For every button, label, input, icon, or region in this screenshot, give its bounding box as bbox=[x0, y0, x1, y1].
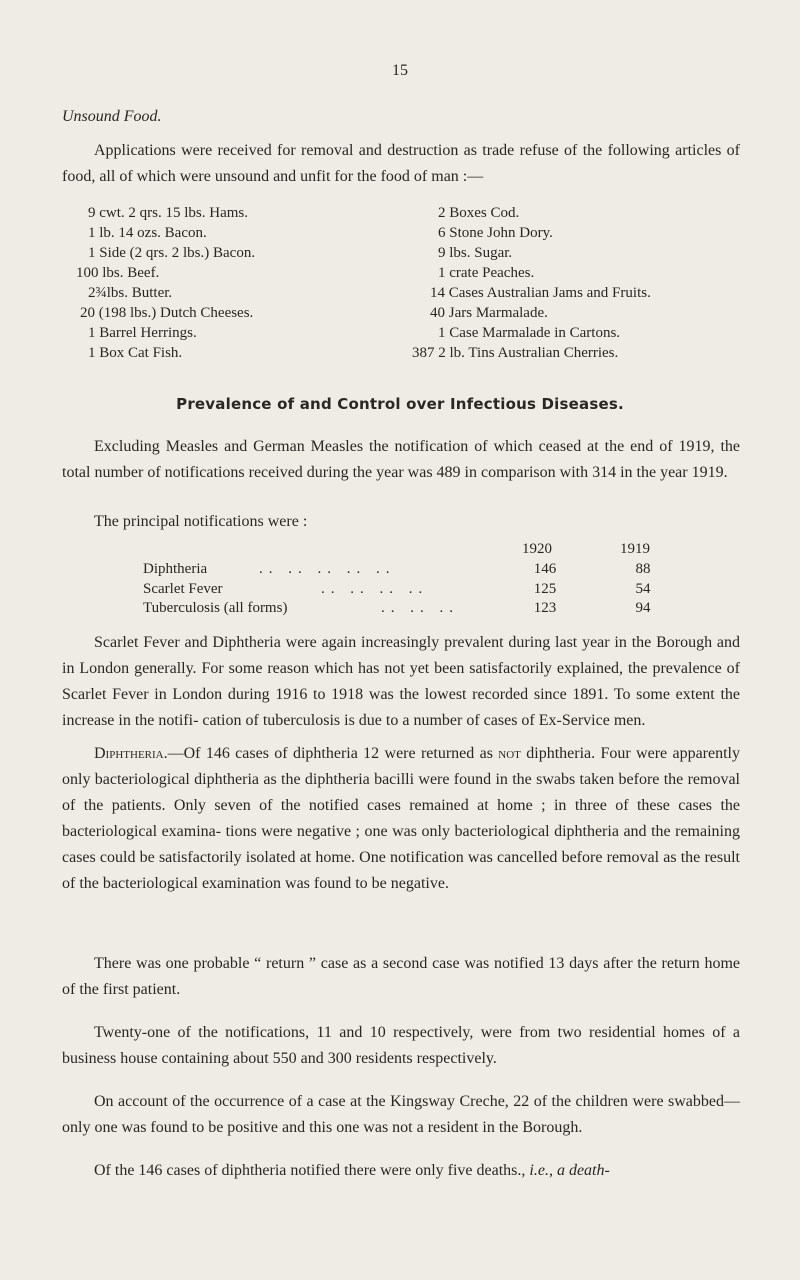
table-intro: The principal notifications were : bbox=[94, 513, 308, 530]
scarlet-fever-paragraph: Scarlet Fever and Diphtheria were again increasingly prevalent during last year in the Borough and in London generally. For some reason which has not yet been satisfactorily explained, the prevalence of Scarlet Fever in London during 1916 to 1918 was the lowest recorded since 1891. To some extent the increase in the notifi- cation of tuberculosis is due to a number of cases of Ex-Service men. bbox=[62, 634, 740, 729]
value-1920: 125 bbox=[533, 581, 557, 597]
return-case-paragraph: There was one probable “ return ” case as a second case was notified 13 days after the return home of the first patient. bbox=[62, 955, 740, 998]
table-row bbox=[143, 581, 703, 601]
food-item: 1 lb. 14 ozs. Bacon. bbox=[88, 225, 207, 241]
diphtheria-text-a: —Of 146 cases of diphtheria 12 were returned as bbox=[167, 745, 499, 762]
row-label: Diphtheria bbox=[143, 561, 208, 577]
value-1919: 94 bbox=[635, 600, 651, 616]
table-row bbox=[143, 561, 703, 581]
deaths-text: Of the 146 cases of diphtheria notified there were only five deaths., bbox=[94, 1162, 530, 1179]
diphtheria-text-b: diphtheria. Four were apparently only bacteriological diphtheria as the diphtheria bacilli were found in the swabs taken before the removal of the patients. Only seven of the notified cases remained at home ; in three of these cases the bacteriological examina- tions were negative ; one was only bacteriological diphtheria and the remaining cases could be satisfactorily isolated at home. One notification was cancelled before removal as the result of the bacteriological examination was found to be negative. bbox=[62, 745, 740, 892]
food-item: 1 Side (2 qrs. 2 lbs.) Bacon. bbox=[88, 245, 256, 261]
food-item: 9 cwt. 2 qrs. 15 lbs. Hams. bbox=[88, 205, 248, 221]
not-emphasis: not bbox=[498, 745, 521, 762]
col-1920: 1920 bbox=[522, 541, 552, 557]
food-item: 40 Jars Marmalade. bbox=[430, 305, 548, 321]
unsound-food-intro: Applications were received for removal and destruction as trade refuse of the following articles of food, all of which were unsound and unfit for the food of man :— bbox=[62, 142, 740, 185]
food-item: 1 crate Peaches. bbox=[438, 265, 535, 281]
food-item: 1 Box Cat Fish. bbox=[88, 345, 183, 361]
page-number: 15 bbox=[392, 62, 408, 79]
row-label: Scarlet Fever bbox=[143, 581, 223, 597]
food-item: 1 Barrel Herrings. bbox=[88, 325, 197, 341]
food-item: 20 (198 lbs.) Dutch Cheeses. bbox=[80, 305, 254, 321]
notifications-paragraph: Excluding Measles and German Measles the notification of which ceased at the end of 1919, the total number of notifications received during the year was 489 in comparison with 314 in the year 1919. bbox=[62, 438, 740, 481]
food-item: 2¾lbs. Butter. bbox=[88, 285, 173, 301]
table-row bbox=[143, 600, 703, 620]
food-item: 2 Boxes Cod. bbox=[438, 205, 520, 221]
col-1919: 1919 bbox=[620, 541, 650, 557]
food-item: 6 Stone John Dory. bbox=[438, 225, 553, 241]
residential-homes-paragraph: Twenty-one of the notifications, 11 and 10 respectively, were from two residential homes of a business house containing about 550 and 300 residents respectively. bbox=[62, 1024, 740, 1067]
row-label: Tuberculosis (all forms) bbox=[143, 600, 288, 616]
food-item: 1 Case Marmalade in Cartons. bbox=[438, 325, 621, 341]
value-1919: 54 bbox=[635, 581, 651, 597]
value-1920: 123 bbox=[533, 600, 557, 616]
value-1919: 88 bbox=[635, 561, 651, 577]
deaths-paragraph bbox=[62, 1158, 740, 1184]
diphtheria-paragraph bbox=[62, 741, 740, 897]
leader-dots: .. .. .. .. .. bbox=[259, 561, 396, 577]
food-item: 387 2 lb. Tins Australian Cherries. bbox=[412, 345, 619, 361]
food-item: 100 lbs. Beef. bbox=[76, 265, 160, 281]
unsound-food-heading: Unsound Food. bbox=[62, 108, 162, 125]
food-list-right bbox=[412, 203, 752, 363]
infectious-diseases-heading: Prevalence of and Control over Infectious Diseases. bbox=[176, 395, 624, 413]
leader-dots: .. .. .. bbox=[381, 600, 459, 616]
food-item: 9 lbs. Sugar. bbox=[438, 245, 513, 261]
food-item: 14 Cases Australian Jams and Fruits. bbox=[430, 285, 651, 301]
kingsway-creche-paragraph: On account of the occurrence of a case at the Kingsway Creche, 22 of the children were swabbed—only one was found to be positive and this one was not a resident in the Borough. bbox=[62, 1093, 740, 1136]
leader-dots: .. .. .. .. bbox=[321, 581, 429, 597]
diphtheria-label: Diphtheria. bbox=[94, 745, 168, 762]
food-list-left bbox=[76, 203, 408, 363]
value-1920: 146 bbox=[533, 561, 557, 577]
death-rate-italic: i.e., a death- bbox=[529, 1162, 610, 1179]
